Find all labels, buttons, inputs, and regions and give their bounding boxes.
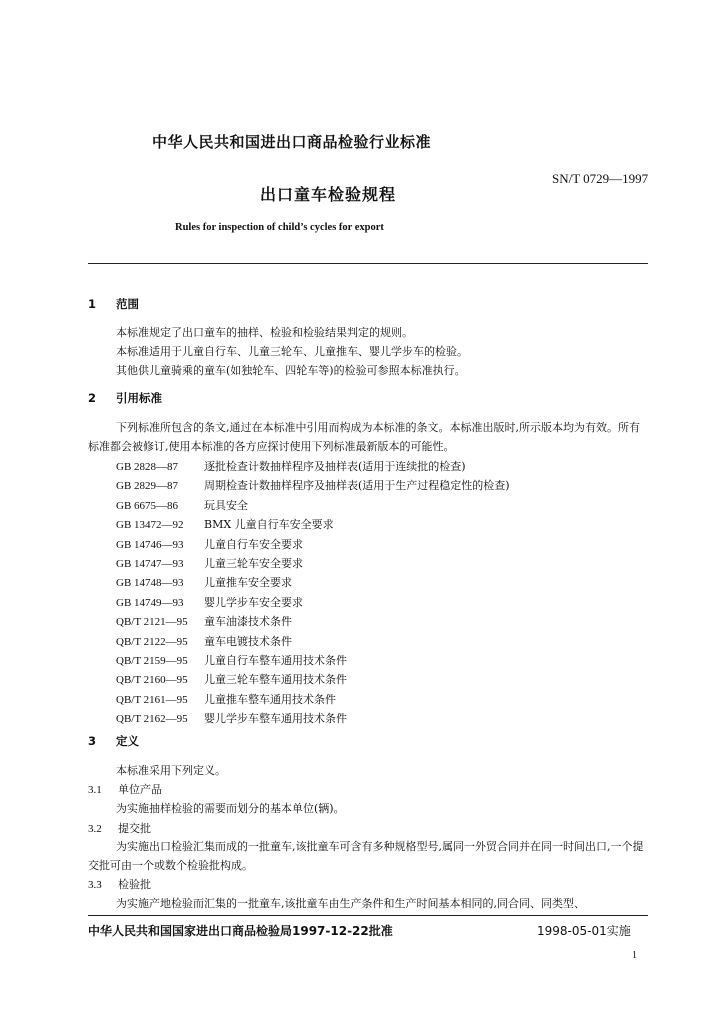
standard-code: GB 13472—92 xyxy=(116,519,184,532)
standard-title: 婴儿学步车整车通用技术条件 xyxy=(204,712,347,726)
standard-code: QB/T 2159—95 xyxy=(116,654,188,667)
standard-title: 周期检查计数抽样程序及抽样表(适用于生产过程稳定性的检查) xyxy=(204,479,510,493)
standard-title: 儿童三轮车整车通用技术条件 xyxy=(204,673,347,687)
list-item xyxy=(116,555,510,574)
document-title-chinese: 出口童车检验规程 xyxy=(260,185,397,204)
section-1-number: 1 xyxy=(88,297,97,311)
referenced-standards-list xyxy=(116,458,510,729)
standard-title: 玩具安全 xyxy=(204,498,248,512)
standard-code: QB/T 2121—95 xyxy=(116,616,188,629)
list-item xyxy=(116,458,510,477)
standard-title: BMX 儿童自行车安全要求 xyxy=(204,518,334,532)
definition-heading xyxy=(88,876,151,892)
document-title-english: Rules for inspection of child’s cycles for export xyxy=(175,222,384,233)
scope-paragraph: 其他供儿童骑乘的童车(如独轮车、四轮车等)的检验可参照本标准执行。 xyxy=(116,364,466,377)
standard-title: 儿童三轮车安全要求 xyxy=(204,556,303,570)
standard-code: GB 2829—87 xyxy=(116,480,179,493)
list-item xyxy=(116,594,510,613)
list-item xyxy=(116,477,510,496)
definition-number: 3.2 xyxy=(88,823,102,835)
standard-code: GB 6675—86 xyxy=(116,499,179,512)
section-2-heading xyxy=(88,390,162,406)
standard-title: 童车油漆技术条件 xyxy=(204,615,292,629)
standard-code: QB/T 2122—95 xyxy=(116,635,188,648)
definition-term: 提交批 xyxy=(118,822,151,835)
scope-paragraph: 本标准规定了出口童车的抽样、检验和检验结果判定的规则。 xyxy=(116,326,413,339)
definition-term: 检验批 xyxy=(118,878,151,891)
section-2-title: 引用标准 xyxy=(116,391,162,405)
definition-text: 为实施抽样检验的需要而划分的基本单位(辆)。 xyxy=(116,802,345,815)
list-item xyxy=(116,574,510,593)
standard-code: QB/T 2162—95 xyxy=(116,713,188,726)
list-item xyxy=(116,691,510,710)
approval-statement: 中华人民共和国国家进出口商品检验局1997-12-22批准 xyxy=(88,924,393,938)
standard-code: QB/T 2160—95 xyxy=(116,674,188,687)
definition-term: 单位产品 xyxy=(118,783,162,796)
list-item xyxy=(116,536,510,555)
standard-code: GB 14746—93 xyxy=(116,538,184,551)
effective-date: 1998-05-01实施 xyxy=(537,924,631,938)
section-2-number: 2 xyxy=(88,391,97,405)
standard-title: 儿童推车整车通用技术条件 xyxy=(204,692,336,706)
list-item xyxy=(116,652,510,671)
section-1-heading xyxy=(88,296,139,312)
standard-code: GB 14748—93 xyxy=(116,577,184,590)
issuing-organization-header: 中华人民共和国进出口商品检验行业标准 xyxy=(152,133,432,151)
section-1-title: 范围 xyxy=(116,297,139,311)
definition-number: 3.1 xyxy=(88,784,102,796)
definitions-intro: 本标准采用下列定义。 xyxy=(116,764,226,777)
standard-code: QB/T 2161—95 xyxy=(116,693,188,706)
definition-heading xyxy=(88,781,162,797)
list-item xyxy=(116,633,510,652)
list-item xyxy=(116,516,510,535)
standard-title: 婴儿学步车安全要求 xyxy=(204,595,303,609)
standard-title: 儿童自行车整车通用技术条件 xyxy=(204,653,347,667)
standard-title: 儿童自行车安全要求 xyxy=(204,537,303,551)
definition-text: 为实施出口检验汇集而成的一批童车,该批童车可含有多种规格型号,属同一外贸合同并在同一时间出口,一个提交批可由一个或数个检验批构成。 xyxy=(88,840,644,872)
definition-number: 3.3 xyxy=(88,879,102,891)
footer-divider xyxy=(88,915,648,916)
list-item xyxy=(116,710,510,729)
standard-title: 逐批检查计数抽样程序及抽样表(适用于连续批的检查) xyxy=(204,460,466,473)
standard-number: SN/T 0729—1997 xyxy=(552,171,649,186)
section-3-number: 3 xyxy=(88,734,97,748)
definition-text: 为实施产地检验而汇集的一批童车,该批童车由生产条件和生产时间基本相同的,同合同、同类型、 xyxy=(116,897,585,910)
standard-code: GB 14747—93 xyxy=(116,557,184,570)
standard-code: GB 2828—87 xyxy=(116,461,179,473)
list-item xyxy=(116,613,510,632)
list-item xyxy=(116,671,510,690)
references-intro-paragraph: 下列标准所包含的条文,通过在本标准中引用而构成为本标准的条文。本标准出版时,所示版本均为有效。所有标准都会被修订,使用本标准的各方应探讨使用下列标准最新版本的可能性。 xyxy=(88,421,640,453)
section-3-heading xyxy=(88,733,139,749)
page-number: 1 xyxy=(632,950,637,961)
definition-heading xyxy=(88,820,151,836)
standard-code: GB 14749—93 xyxy=(116,596,184,609)
scope-paragraph: 本标准适用于儿童自行车、儿童三轮车、儿童推车、婴儿学步车的检验。 xyxy=(116,345,468,358)
header-divider xyxy=(88,263,648,264)
list-item xyxy=(116,497,510,516)
standard-title: 童车电镀技术条件 xyxy=(204,634,292,648)
section-3-title: 定义 xyxy=(116,734,139,748)
standard-title: 儿童推车安全要求 xyxy=(204,576,292,590)
